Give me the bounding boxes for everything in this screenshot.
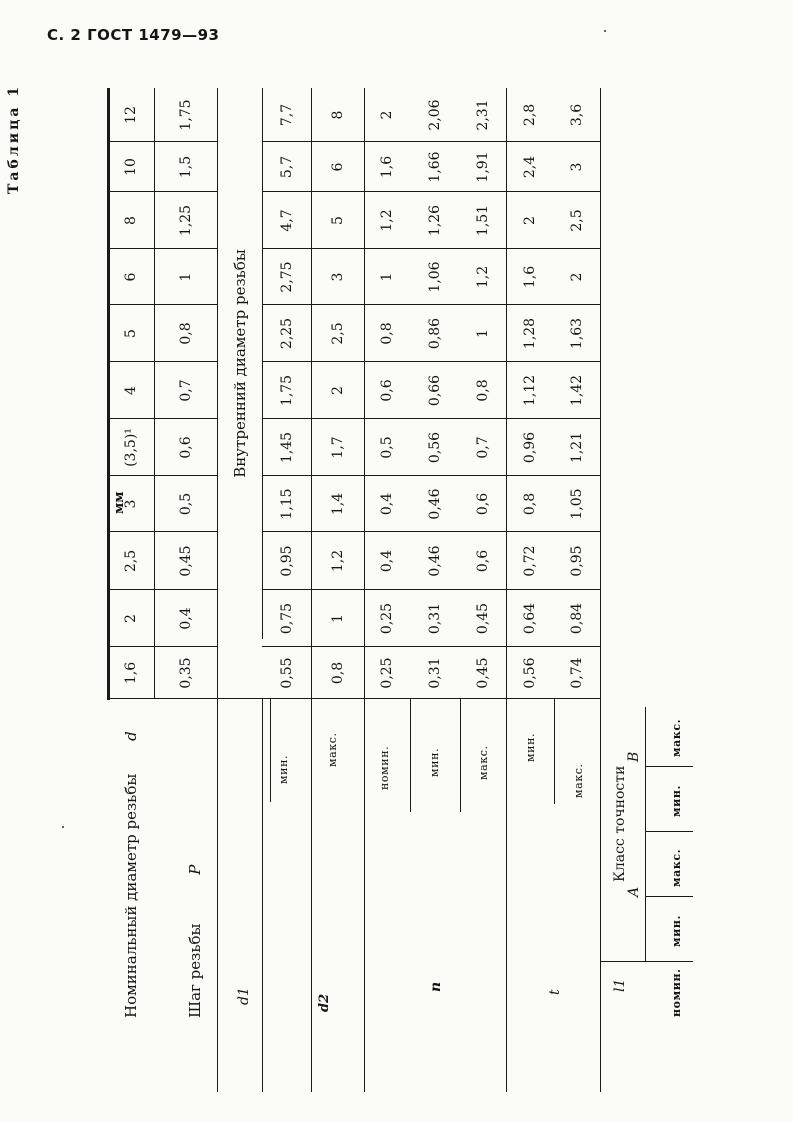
- table-cell: 0,6: [379, 379, 395, 402]
- label-thread-pitch: Шаг резьбы P: [186, 864, 204, 1018]
- sub-line-n1: [410, 699, 411, 812]
- symbol-d1: d1: [236, 987, 252, 1005]
- table-cell: 2,75: [278, 261, 295, 293]
- table-cell: 3: [569, 162, 585, 172]
- label-nominal-diameter: Номинальный диаметр резьбы d: [122, 731, 140, 1018]
- sub-line-n2: [460, 699, 461, 812]
- table-cell: 2,31: [475, 99, 491, 131]
- table-cell: 1,91: [475, 151, 491, 183]
- column-header: 1,6: [122, 661, 139, 685]
- table-cell: 1,7: [329, 436, 346, 459]
- pitch-cell: 1,5: [177, 155, 194, 179]
- symbol-t: t: [547, 989, 563, 995]
- table-cell: 0,75: [278, 602, 295, 635]
- column-header: (3,5)¹: [122, 428, 139, 467]
- table-cell: 1,66: [427, 151, 443, 183]
- table-cell: 2: [329, 386, 346, 395]
- stub-line-2: [262, 699, 263, 1092]
- table-cell: 0,4: [379, 492, 395, 516]
- column-header: 5: [122, 329, 139, 338]
- column-header: 8: [122, 216, 139, 225]
- table-cell: 1,45: [278, 431, 295, 464]
- table-cell: 0,45: [475, 602, 491, 635]
- class-a-b-divider: [645, 831, 693, 832]
- table-cell: 0,8: [475, 379, 491, 402]
- section-title: Внутренний диаметр резьбы: [230, 249, 249, 478]
- table-cell: 0,86: [427, 317, 443, 350]
- table-cell: 1,21: [569, 431, 585, 464]
- sub-b-min: мин.: [670, 785, 683, 817]
- units-label: мм: [112, 491, 127, 514]
- pitch-cell: 0,35: [177, 657, 194, 689]
- table-cell: 0,56: [522, 657, 538, 689]
- table-cell: 0,66: [427, 374, 443, 407]
- sub-b-max: макс.: [670, 718, 683, 757]
- class-split: [645, 707, 646, 962]
- symbol-d2: d2: [317, 993, 332, 1012]
- table-cell: 0,96: [522, 431, 538, 464]
- sub-d2-max: макс.: [326, 732, 339, 767]
- table-cell: 4,7: [278, 209, 295, 232]
- table-cell: 0,46: [427, 488, 443, 520]
- class-label: Класс точности: [612, 765, 628, 882]
- table-cell: 0,45: [475, 657, 491, 689]
- table-cell: 1,6: [522, 265, 538, 289]
- table-cell: 2,4: [522, 155, 538, 179]
- table-cell: 0,46: [427, 545, 443, 577]
- pitch-cell: 0,8: [177, 322, 194, 345]
- table-cell: 2: [522, 216, 538, 225]
- class-a: A: [626, 886, 642, 897]
- sub-d2-min: мин.: [277, 754, 290, 784]
- table-cell: 1: [379, 272, 395, 282]
- stub-line-3: [311, 699, 312, 1092]
- table-cell: 3,6: [569, 103, 585, 127]
- symbol-n: n: [428, 981, 444, 992]
- table-cell: 2,5: [569, 209, 585, 232]
- table-cell: 1: [475, 329, 491, 338]
- class-b: B: [626, 751, 642, 762]
- page-header: С. 2 ГОСТ 1479—93: [47, 26, 220, 44]
- table-cell: 2,5: [329, 322, 346, 345]
- table-cell: 1,2: [475, 265, 491, 289]
- class-sub-divider: [645, 896, 693, 897]
- pitch-cell: 0,6: [177, 436, 194, 459]
- table-cell: 0,8: [522, 492, 538, 516]
- column-header: 3: [122, 499, 139, 509]
- table-cell: 2,25: [278, 317, 295, 350]
- table-cell: 2,06: [427, 99, 443, 131]
- table-cell: 0,7: [475, 436, 491, 459]
- table-cell: 0,8: [379, 322, 395, 345]
- table-cell: 2,8: [522, 103, 538, 127]
- l1-divider: [600, 961, 693, 962]
- table-cell: 2: [569, 272, 585, 282]
- table-cell: 0,4: [379, 549, 395, 573]
- pitch-cell: 1,25: [177, 204, 194, 237]
- table-cell: 1,42: [569, 374, 585, 407]
- stub-line-5: [506, 699, 507, 1092]
- stub-line-4: [364, 699, 365, 1092]
- column-header: 2,5: [122, 549, 139, 573]
- table-cell: 1,51: [475, 204, 491, 237]
- table-cell: 5: [329, 216, 346, 225]
- sub-n-min: мин.: [428, 747, 441, 777]
- table-cell: 0,31: [427, 657, 443, 689]
- column-header: 12: [122, 106, 139, 124]
- table-cell: 5,7: [278, 155, 295, 179]
- class-sub-divider: [645, 766, 693, 767]
- column-header: 10: [122, 158, 139, 176]
- table-cell: 8: [329, 110, 346, 120]
- table-cell: 0,95: [278, 545, 295, 577]
- table-cell: 1,6: [379, 155, 395, 179]
- sub-a-min: мин.: [670, 915, 683, 947]
- table-cell: 0,5: [379, 436, 395, 459]
- table-cell: 0,55: [278, 657, 295, 689]
- table-cell: 0,8: [329, 661, 346, 685]
- table-cell: 1: [329, 614, 346, 623]
- table-cell: 1,06: [427, 261, 443, 293]
- sub-n-nom: номин.: [378, 745, 391, 790]
- table-cell: 0,56: [427, 431, 443, 464]
- table-cell: 0,25: [379, 602, 395, 635]
- table-cell: 1,26: [427, 204, 443, 237]
- table-cell: 0,25: [379, 657, 395, 689]
- column-header: 4: [122, 386, 139, 395]
- sub-line-t: [554, 699, 555, 804]
- table-cell: 0,6: [475, 549, 491, 573]
- pitch-cell: 0,4: [177, 607, 194, 630]
- sub-t-max: макс.: [572, 763, 585, 798]
- table-cell: 1,15: [278, 488, 295, 520]
- table-cell: 0,95: [569, 545, 585, 577]
- table-cell: 0,64: [522, 602, 538, 635]
- table-cell: 1,63: [569, 317, 585, 350]
- column-header: 2: [122, 614, 139, 623]
- sub-l-nom: номин.: [670, 968, 683, 1017]
- pitch-cell: 1: [177, 272, 194, 282]
- table-caption: Таблица 1: [6, 83, 22, 194]
- table-cell: 0,84: [569, 602, 585, 635]
- table-cell: 0,31: [427, 602, 443, 635]
- table-cell: 1,28: [522, 317, 538, 350]
- table-cell: 1,75: [278, 374, 295, 407]
- table-cell: 0,6: [475, 492, 491, 516]
- table-cell: 3: [329, 272, 346, 282]
- table-cell: 2: [379, 110, 395, 120]
- sub-a-max: макс.: [670, 848, 683, 887]
- table-cell: 0,74: [569, 657, 585, 689]
- column-header: 6: [122, 272, 139, 282]
- stub-line-1: [217, 699, 218, 1092]
- table-cell: 1,05: [569, 488, 585, 520]
- table-cell: 1,2: [329, 549, 346, 573]
- sub-t-min: мин.: [524, 732, 537, 762]
- pitch-cell: 1,75: [177, 99, 194, 131]
- table-cell: 7,7: [278, 103, 295, 127]
- pitch-cell: 0,5: [177, 492, 194, 516]
- table-cell: 1,12: [522, 374, 538, 407]
- table-cell: 6: [329, 162, 346, 172]
- pitch-cell: 0,45: [177, 545, 194, 577]
- sub-line-d2: [270, 699, 271, 802]
- symbol-l1: l1: [612, 978, 628, 992]
- pitch-cell: 0,7: [177, 379, 194, 402]
- table-cell: 1,4: [329, 492, 346, 516]
- table-cell: 0,72: [522, 545, 538, 577]
- table-cell: 1,2: [379, 209, 395, 232]
- sub-n-max: макс.: [477, 745, 490, 780]
